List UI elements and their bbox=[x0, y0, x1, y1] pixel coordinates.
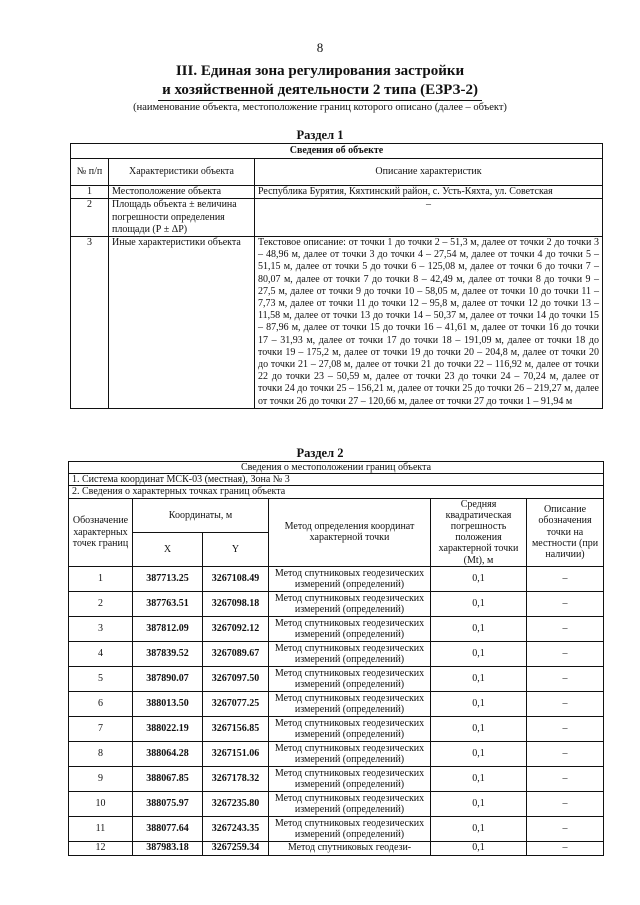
coord-y: 3267235.80 bbox=[203, 791, 269, 816]
coord-x: 388022.19 bbox=[133, 716, 203, 741]
mark-cell: – bbox=[527, 816, 604, 841]
document-title bbox=[0, 62, 640, 101]
method-cell: Метод спутниковых геодезических измерений (определений) bbox=[269, 816, 431, 841]
row-num: 3 bbox=[71, 237, 109, 409]
row-desc: Республика Бурятия, Кяхтинский район, с. Усть-Кяхта, ул. Советская bbox=[255, 186, 603, 199]
title-line-1: III. Единая зона регулирования застройки bbox=[175, 63, 465, 79]
header-num: № п/п bbox=[71, 159, 109, 186]
table-row bbox=[69, 566, 604, 591]
coord-y: 3267259.34 bbox=[203, 841, 269, 855]
accuracy-cell: 0,1 bbox=[431, 666, 527, 691]
point-label: 10 bbox=[69, 791, 133, 816]
table-row bbox=[69, 716, 604, 741]
object-info-table bbox=[70, 143, 603, 409]
coord-y: 3267089.67 bbox=[203, 641, 269, 666]
accuracy-cell: 0,1 bbox=[431, 616, 527, 641]
header-x: X bbox=[133, 532, 203, 566]
coord-y: 3267178.32 bbox=[203, 766, 269, 791]
method-cell: Метод спутниковых геодезических измерений (определений) bbox=[269, 691, 431, 716]
coord-x: 388077.64 bbox=[133, 816, 203, 841]
coord-x: 388067.85 bbox=[133, 766, 203, 791]
coord-x: 388013.50 bbox=[133, 691, 203, 716]
coord-x: 387763.51 bbox=[133, 591, 203, 616]
header-description: Описание характеристик bbox=[255, 159, 603, 186]
accuracy-cell: 0,1 bbox=[431, 741, 527, 766]
table-row bbox=[69, 641, 604, 666]
method-cell: Метод спутниковых геодезических измерений (определений) bbox=[269, 666, 431, 691]
accuracy-cell: 0,1 bbox=[431, 791, 527, 816]
coord-x: 387812.09 bbox=[133, 616, 203, 641]
point-label: 3 bbox=[69, 616, 133, 641]
row-name: Иные характеристики объекта bbox=[109, 237, 255, 409]
table-row bbox=[69, 691, 604, 716]
method-cell: Метод спутниковых геодезических измерений (определений) bbox=[269, 791, 431, 816]
accuracy-cell: 0,1 bbox=[431, 716, 527, 741]
mark-cell: – bbox=[527, 741, 604, 766]
coord-x: 387983.18 bbox=[133, 841, 203, 855]
header-coords: Координаты, м bbox=[133, 498, 269, 532]
points-caption: 2. Сведения о характерных точках границ объекта bbox=[69, 486, 604, 498]
method-cell: Метод спутниковых геодезических измерений (определений) bbox=[269, 716, 431, 741]
coord-x: 388075.97 bbox=[133, 791, 203, 816]
point-label: 4 bbox=[69, 641, 133, 666]
table-row bbox=[71, 237, 603, 409]
coord-y: 3267108.49 bbox=[203, 566, 269, 591]
table-row bbox=[69, 766, 604, 791]
boundary-points-table bbox=[68, 461, 604, 856]
coord-x: 388064.28 bbox=[133, 741, 203, 766]
table-row bbox=[71, 186, 603, 199]
section1-caption: Сведения об объекте bbox=[71, 144, 603, 159]
coord-y: 3267243.35 bbox=[203, 816, 269, 841]
accuracy-cell: 0,1 bbox=[431, 591, 527, 616]
header-method: Метод определения координат характерной точки bbox=[269, 498, 431, 566]
point-label: 7 bbox=[69, 716, 133, 741]
table-row bbox=[69, 841, 604, 855]
table-row bbox=[71, 199, 603, 237]
coordinate-system: 1. Система координат МСК-03 (местная), Зона № 3 bbox=[69, 474, 604, 486]
point-label: 11 bbox=[69, 816, 133, 841]
header-point: Обозначение характерных точек границ bbox=[69, 498, 133, 566]
title-subtitle: (наименование объекта, местоположение границ которого описано (далее – объект) bbox=[133, 102, 507, 113]
header-accuracy: Средняя квадратическая погрешность положения характерной точки (Mt), м bbox=[431, 498, 527, 566]
row-name: Площадь объекта ± величина погрешности определения площади (Р ± ΔР) bbox=[109, 199, 255, 237]
table-row bbox=[69, 616, 604, 641]
accuracy-cell: 0,1 bbox=[431, 641, 527, 666]
table-row bbox=[69, 816, 604, 841]
point-label: 6 bbox=[69, 691, 133, 716]
row-name: Местоположение объекта bbox=[109, 186, 255, 199]
accuracy-cell: 0,1 bbox=[431, 841, 527, 855]
coord-y: 3267151.06 bbox=[203, 741, 269, 766]
table-row bbox=[69, 591, 604, 616]
section2-caption: Сведения о местоположении границ объекта bbox=[69, 462, 604, 474]
method-cell: Метод спутниковых геодезических измерений (определений) bbox=[269, 766, 431, 791]
mark-cell: – bbox=[527, 591, 604, 616]
mark-cell: – bbox=[527, 616, 604, 641]
header-mark: Описание обозначения точки на местности (при наличии) bbox=[527, 498, 604, 566]
point-label: 12 bbox=[69, 841, 133, 855]
table-row bbox=[69, 741, 604, 766]
mark-cell: – bbox=[527, 841, 604, 855]
point-label: 8 bbox=[69, 741, 133, 766]
row-num: 1 bbox=[71, 186, 109, 199]
coord-y: 3267097.50 bbox=[203, 666, 269, 691]
row-desc: – bbox=[255, 199, 603, 237]
section2-heading: Раздел 2 bbox=[296, 446, 344, 460]
accuracy-cell: 0,1 bbox=[431, 566, 527, 591]
header-y: Y bbox=[203, 532, 269, 566]
mark-cell: – bbox=[527, 791, 604, 816]
mark-cell: – bbox=[527, 566, 604, 591]
coord-x: 387839.52 bbox=[133, 641, 203, 666]
header-characteristic: Характеристики объекта bbox=[109, 159, 255, 186]
section1-heading: Раздел 1 bbox=[296, 128, 344, 142]
mark-cell: – bbox=[527, 716, 604, 741]
point-label: 1 bbox=[69, 566, 133, 591]
row-num: 2 bbox=[71, 199, 109, 237]
point-label: 9 bbox=[69, 766, 133, 791]
mark-cell: – bbox=[527, 666, 604, 691]
title-line-2: и хозяйственной деятельности 2 типа (ЕЗРЗ-2) bbox=[158, 81, 482, 101]
coord-y: 3267077.25 bbox=[203, 691, 269, 716]
page-number: 8 bbox=[316, 40, 324, 55]
table-row bbox=[69, 791, 604, 816]
coord-y: 3267156.85 bbox=[203, 716, 269, 741]
coord-x: 387713.25 bbox=[133, 566, 203, 591]
mark-cell: – bbox=[527, 641, 604, 666]
point-label: 5 bbox=[69, 666, 133, 691]
method-cell: Метод спутниковых геодезических измерений (определений) bbox=[269, 566, 431, 591]
method-cell: Метод спутниковых геодезических измерений (определений) bbox=[269, 591, 431, 616]
method-cell: Метод спутниковых геодезических измерений (определений) bbox=[269, 741, 431, 766]
mark-cell: – bbox=[527, 691, 604, 716]
table-row bbox=[69, 666, 604, 691]
accuracy-cell: 0,1 bbox=[431, 691, 527, 716]
method-cell: Метод спутниковых геодезических измерений (определений) bbox=[269, 616, 431, 641]
coord-x: 387890.07 bbox=[133, 666, 203, 691]
accuracy-cell: 0,1 bbox=[431, 816, 527, 841]
mark-cell: – bbox=[527, 766, 604, 791]
point-label: 2 bbox=[69, 591, 133, 616]
accuracy-cell: 0,1 bbox=[431, 766, 527, 791]
method-cell: Метод спутниковых геодезических измерений (определений) bbox=[269, 641, 431, 666]
coord-y: 3267092.12 bbox=[203, 616, 269, 641]
method-cell: Метод спутниковых геодези- bbox=[269, 841, 431, 855]
coord-y: 3267098.18 bbox=[203, 591, 269, 616]
row-desc: Текстовое описание: от точки 1 до точки 2 – 51,3 м, далее от точки 2 до точки 3 – 48,96 м, далее от точки 3 до точки 4 – 27,54 м, далее от точки 4 до точки 5 – 51,15 м, далее от точки 5 до точки 6 – 125,08 м, далее от точки 6 до точки 7 – 80,07 м, далее от точки 7 до точки 8 – 42,49 м, далее от точки 8 до точки 9 – 27,5 м, далее от точки 9 до точки 10 – 58,05 м, далее от точки 10 до точки 11 – 7,73 м, далее от точки 11 до точки 12 – 95,8 м, далее от точки 12 до точки 13 – 11,58 м, далее от точки 13 до точки 14 – 50,37 м, далее от точки 14 до точки 15 – 87,96 м, далее от точки 15 до точки 16 – 41,61 м, далее от точки 16 до точки 17 – 31,93 м, далее от точки 17 до точки 18 – 191,09 м, далее от точки 18 до точки 19 – 175,2 м, далее от точки 19 до точки 20 – 204,8 м, далее от точки 20 до точки 21 – 27,08 м, далее от точки 21 до точки 22 – 116,92 м, далее от точки 22 до точки 23 – 50,59 м, далее от точки 23 до точки 24 – 70,24 м, далее от точки 24 до точки 25 – 156,21 м, далее от точки 25 до точки 26 – 219,27 м, далее от точки 26 до точки 27 – 120,66 м, далее от точки 27 до точки 1 – 91,94 м bbox=[255, 237, 603, 409]
